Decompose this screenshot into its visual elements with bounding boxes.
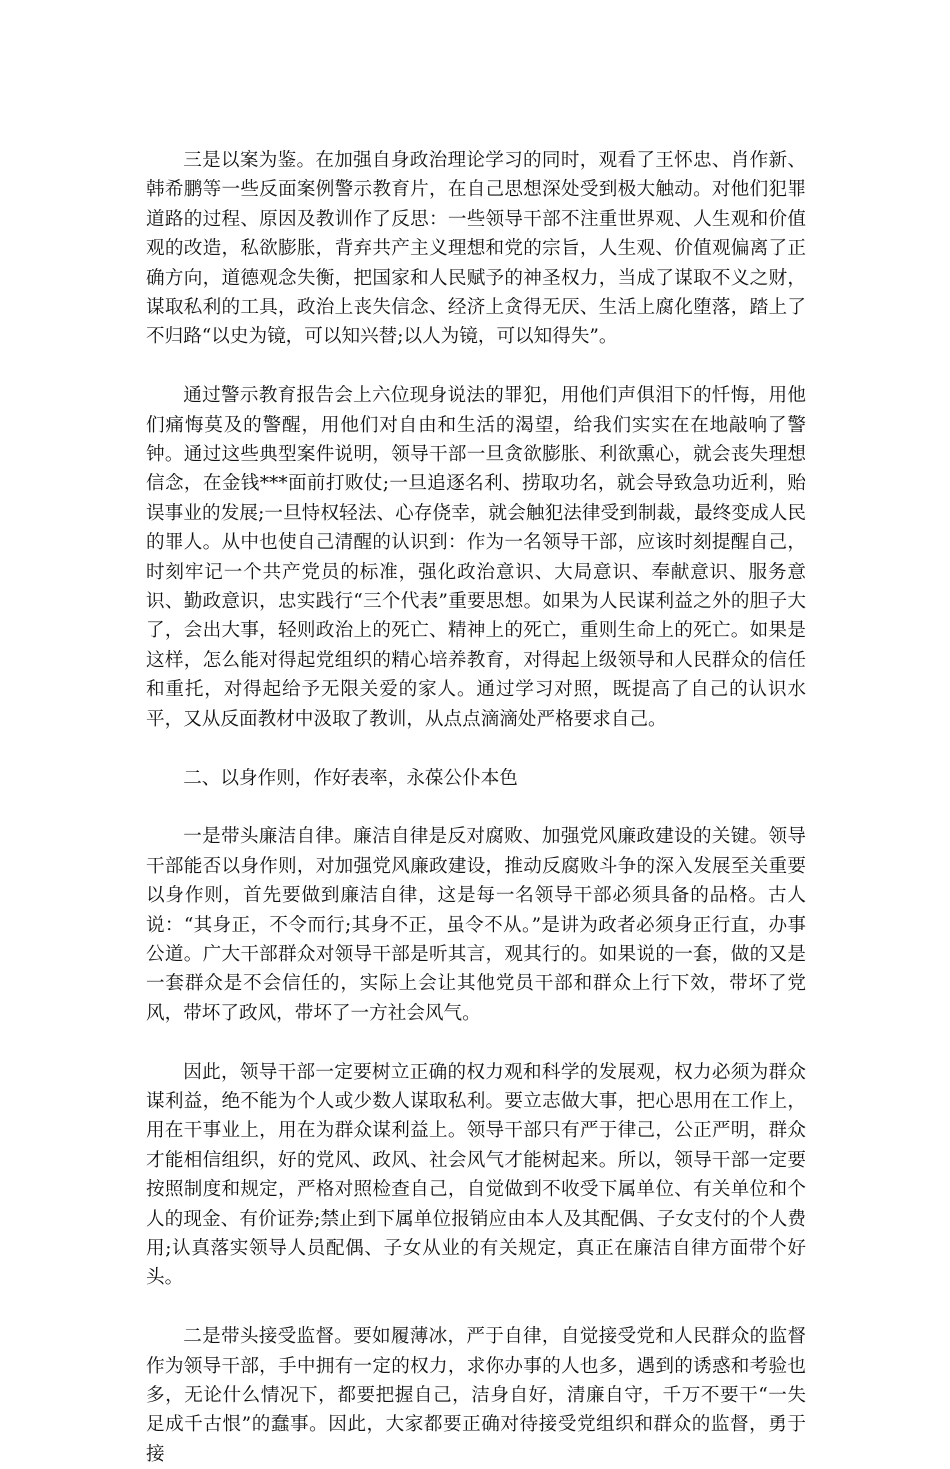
paragraph-lesson-from-cases: 三是以案为鉴。在加强自身政治理论学习的同时，观看了王怀忠、肖作新、韩希鹏等一些反面案例警示教育片，在自己思想深处受到极大触动。对他们犯罪道路的过程、原因及教训作了反思：一些领导干部不注重世界观、人生观和价值观的改造，私欲膨胀，背弃共产主义理想和党的宗旨，人生观、价值观偏离了正确方向，道德观念失衡，把国家和人民赋予的神圣权力，当成了谋取不义之财，谋取私利的工具，政治上丧失信念、经济上贪得无厌、生活上腐化堕落，踏上了不归路“以史为镜，可以知兴替;以人为镜，可以知得失”。 — [146, 150, 806, 348]
paragraph-gap — [146, 793, 806, 822]
paragraph-gap — [146, 734, 806, 763]
document-body — [146, 146, 806, 1469]
paragraph-self-discipline: 一是带头廉洁自律。廉洁自律是反对腐败、加强党风廉政建设的关键。领导干部能否以身作则，对加强党风廉政建设，推动反腐败斗争的深入发展至关重要以身作则，首先要做到廉洁自律，这是每一名领导干部必须具备的品格。古人说：“其身正，不令而行;其身不正，虽令不从。”是讲为政者必须身正行直，办事公道。广大干部群众对领导干部是听其言，观其行的。如果说的一套，做的又是一套群众是不会信任的，实际上会让其他党员干部和群众上行下效，带坏了党风，带坏了政风，带坏了一方社会风气。 — [146, 826, 806, 1024]
paragraph-therefore: 因此，领导干部一定要树立正确的权力观和科学的发展观，权力必须为群众谋利益，绝不能为个人或少数人谋取私利。要立志做大事，把心思用在工作上，用在干事业上，用在为群众谋利益上。领导干部只有严于律己，公正严明，群众才能相信组织，好的党风、政风、社会风气才能树起来。所以，领导干部一定要按照制度和规定，严格对照检查自己，自觉做到不收受下属单位、有关单位和个人的现金、有价证券;禁止到下属单位报销应由本人及其配偶、子女支付的个人费用;认真落实领导人员配偶、子女从业的有关规定，真正在廉洁自律方面带个好头。 — [146, 1061, 806, 1289]
paragraph-gap — [146, 1028, 806, 1057]
paragraph-warning-education: 通过警示教育报告会上六位现身说法的罪犯，用他们声俱泪下的忏悔，用他们痛悔莫及的警醒，用他们对自由和生活的渴望，给我们实实在在地敲响了警钟。通过这些典型案件说明，领导干部一旦贪欲膨胀、利欲熏心，就会丧失理想信念，在金钱***面前打败仗;一旦追逐名利、捞取功名，就会导致急功近利，贻误事业的发展;一旦恃权轻法、心存侥幸，就会触犯法律受到制裁，最终变成人民的罪人。从中也使自己清醒的认识到：作为一名领导干部，应该时刻提醒自己，时刻牢记一个共产党员的标准，强化政治意识、大局意识、奉献意识、服务意识、勤政意识，忠实践行“三个代表”重要思想。如果为人民谋利益之外的胆子大了，会出大事，轻则政治上的死亡、精神上的死亡，重则生命上的死亡。如果是这样，怎么能对得起党组织的精心培养教育，对得起上级领导和人民群众的信任和重托，对得起给予无限关爱的家人。通过学习对照，既提高了自己的认识水平，又从反面教材中汲取了教训，从点点滴滴处严格要求自己。 — [146, 385, 806, 730]
paragraph-gap — [146, 352, 806, 381]
section-heading: 二、以身作则，作好表率，永葆公仆本色 — [183, 767, 518, 789]
paragraph-gap — [146, 1293, 806, 1322]
paragraph-accept-supervision: 二是带头接受监督。要如履薄冰，严于自律，自觉接受党和人民群众的监督作为领导干部，手中拥有一定的权力，求你办事的人也多，遇到的诱惑和考验也多，无论什么情况下，都要把握自己，洁身自好，清廉自守，千万不要干“一失足成千古恨”的蠢事。因此，大家都要正确对待接受党组织和群众的监督，勇于接 — [146, 1326, 806, 1465]
